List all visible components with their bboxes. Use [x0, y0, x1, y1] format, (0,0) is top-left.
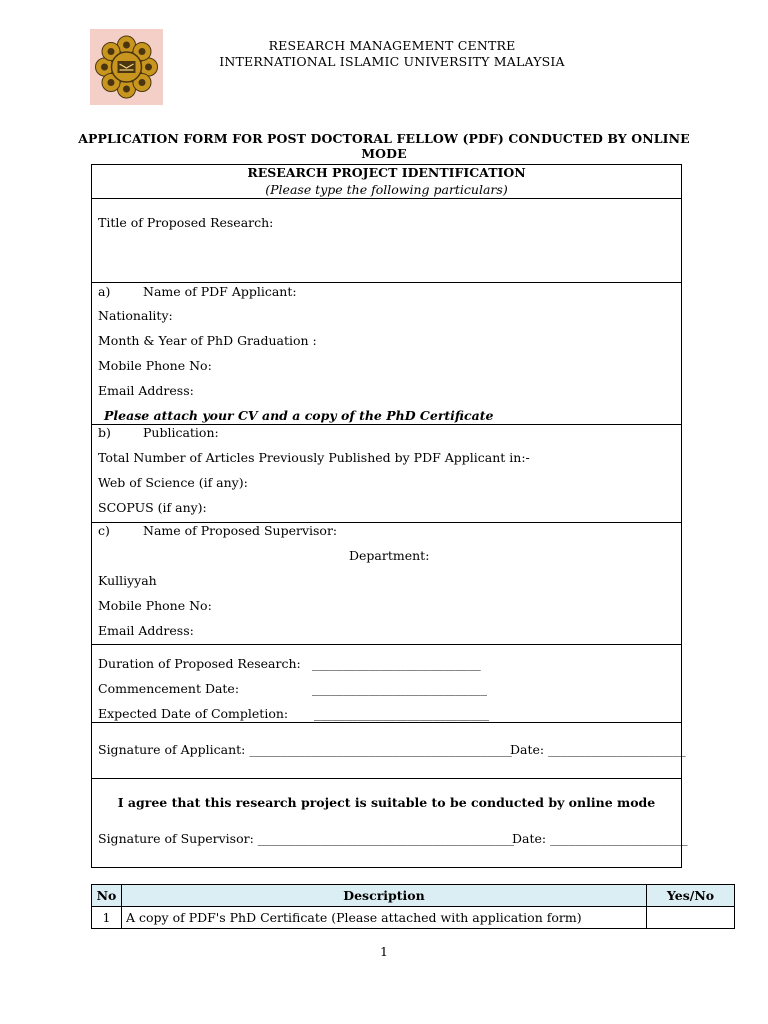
col-no-header: No — [92, 885, 122, 907]
page-number: 1 — [380, 944, 388, 959]
row-description: A copy of PDF's PhD Certificate (Please attached with application form) — [122, 907, 647, 929]
completion-input-line[interactable]: ____________________________ — [314, 706, 489, 721]
research-title-label: Title of Proposed Research: — [98, 215, 274, 230]
title-section — [91, 199, 682, 283]
col-description-header: Description — [122, 885, 647, 907]
supervisor-marker: c) — [98, 523, 110, 538]
applicant-signature-section — [91, 723, 686, 779]
commencement-label: Commencement Date: — [98, 681, 240, 696]
supervisor-agreement-section — [91, 779, 688, 868]
supervisor-name-label: Name of Proposed Supervisor: — [143, 523, 338, 538]
header-line-1: RESEARCH MANAGEMENT CENTRE — [268, 38, 516, 53]
checklist-table — [91, 884, 735, 929]
iium-crest-logo — [90, 29, 163, 105]
department-label: Department: — [349, 548, 430, 563]
row-answer[interactable] — [647, 907, 735, 929]
supervisor-date-line[interactable]: Date: ______________________ — [512, 831, 688, 846]
applicant-name-label: Name of PDF Applicant: — [143, 284, 297, 299]
kulliyyah-label: Kulliyyah — [98, 573, 157, 588]
applicant-date-line[interactable]: Date: ______________________ — [510, 742, 686, 757]
supervisor-section — [91, 523, 682, 645]
graduation-label: Month & Year of PhD Graduation : — [98, 333, 317, 348]
scopus-label: SCOPUS (if any): — [98, 500, 207, 515]
applicant-marker: a) — [98, 284, 111, 299]
header-line-2: INTERNATIONAL ISLAMIC UNIVERSITY MALAYSIA — [219, 54, 565, 69]
attachment-note: Please attach your CV and a copy of the PhD Certificate — [104, 408, 494, 423]
supervisor-signature-line[interactable]: Signature of Supervisor: _________________________________________ — [98, 831, 515, 846]
row-no: 1 — [92, 907, 122, 929]
supervisor-email-label: Email Address: — [98, 623, 194, 638]
applicant-email-label: Email Address: — [98, 383, 194, 398]
wos-label: Web of Science (if any): — [98, 475, 248, 490]
applicant-signature-line[interactable]: Signature of Applicant: __________________________________________ — [98, 742, 512, 757]
commencement-input-line[interactable]: ____________________________ — [312, 681, 487, 696]
form-title: APPLICATION FORM FOR POST DOCTORAL FELLOW (PDF) CONDUCTED BY ONLINE MODE — [78, 131, 690, 161]
checklist-header-row — [92, 885, 735, 907]
publication-section — [91, 425, 682, 523]
total-articles-label: Total Number of Articles Previously Published by PDF Applicant in:- — [98, 450, 530, 465]
section-title: RESEARCH PROJECT IDENTIFICATION — [247, 165, 526, 180]
duration-input-line[interactable]: ___________________________ — [312, 656, 481, 671]
completion-label: Expected Date of Completion: — [98, 706, 289, 721]
section-subtitle: (Please type the following particulars) — [265, 182, 508, 197]
duration-section — [91, 645, 682, 723]
nationality-label: Nationality: — [98, 308, 173, 323]
agreement-statement: I agree that this research project is suitable to be conducted by online mode — [117, 795, 656, 810]
section-header-box — [91, 164, 682, 199]
supervisor-mobile-label: Mobile Phone No: — [98, 598, 212, 613]
col-yesno-header: Yes/No — [647, 885, 735, 907]
institution-header — [180, 38, 604, 70]
applicant-mobile-label: Mobile Phone No: — [98, 358, 212, 373]
publication-marker: b) — [98, 425, 111, 440]
crest-icon — [90, 29, 163, 105]
table-row — [92, 907, 735, 929]
duration-label: Duration of Proposed Research: — [98, 656, 301, 671]
applicant-section — [91, 283, 682, 425]
publication-label: Publication: — [143, 425, 219, 440]
